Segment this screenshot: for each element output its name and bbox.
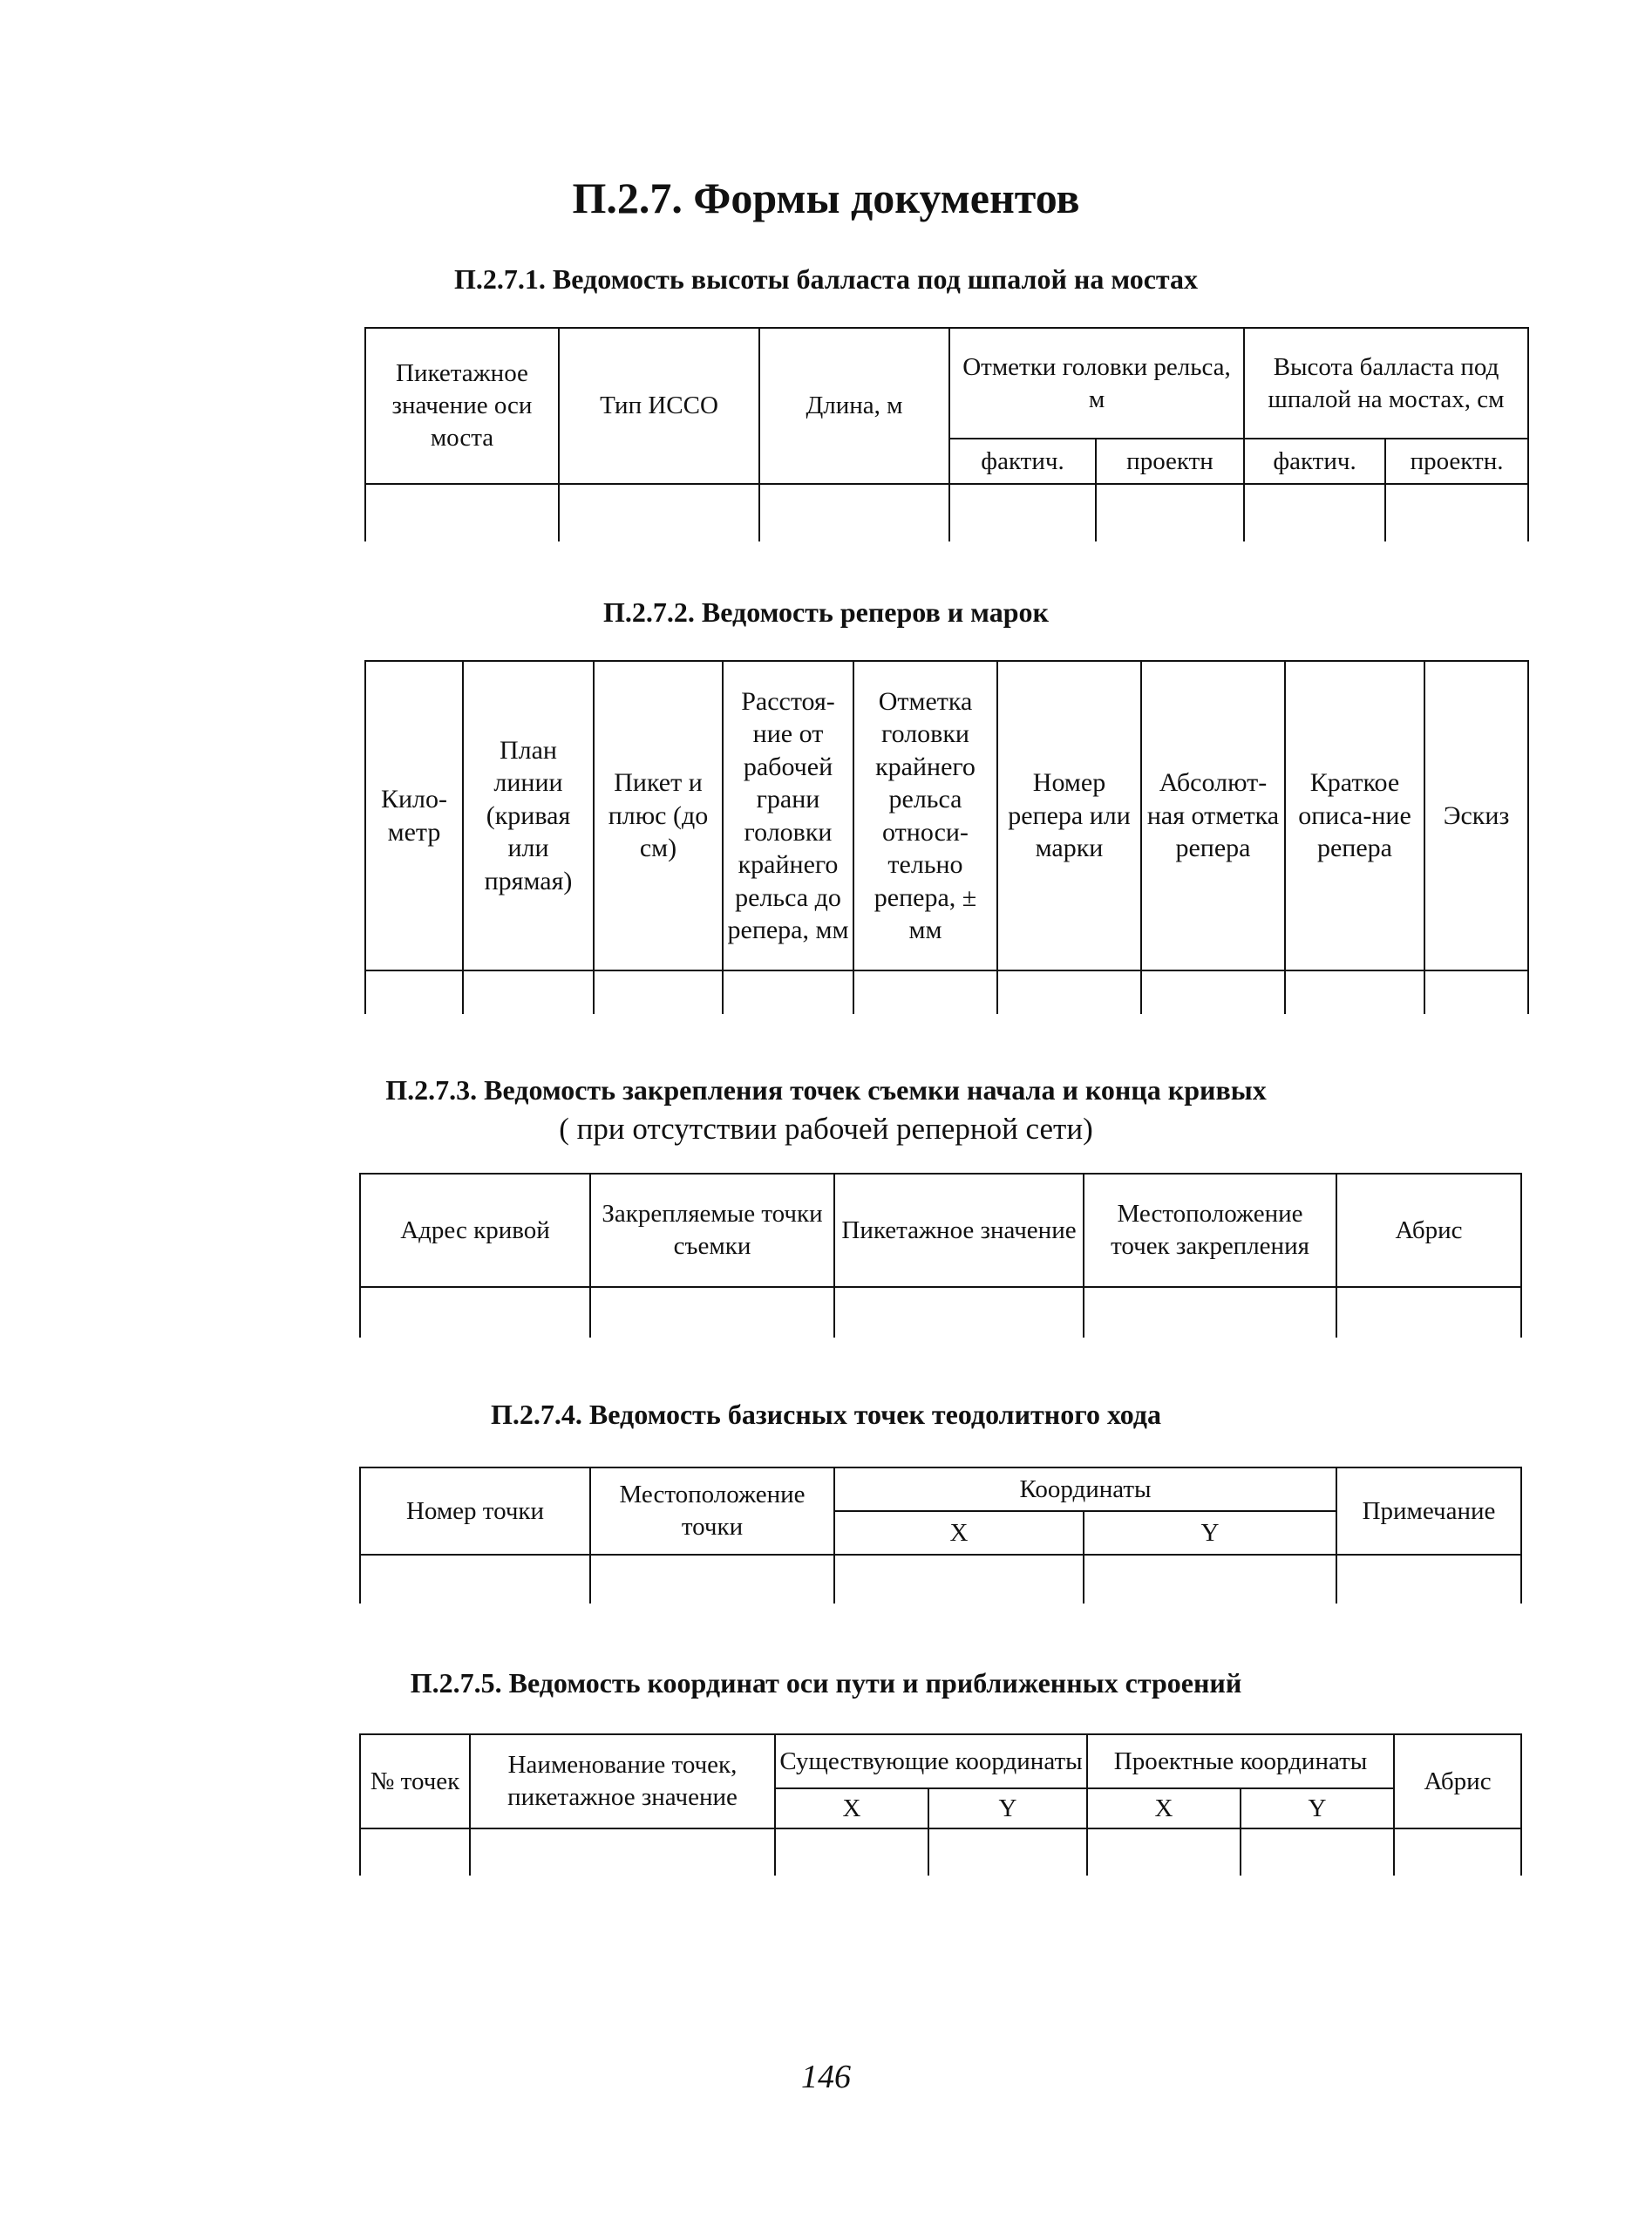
section-title-track-axis-coordinates: П.2.7.5. Ведомость координат оси пути и приближенных строений [410, 1667, 1242, 1699]
header-length: Длина, м [759, 328, 949, 484]
header-picket-plus: Пикет и плюс (до см) [594, 661, 723, 970]
track-axis-coordinates-table [359, 1733, 1522, 1876]
header-description: Краткое описа-ние репера [1285, 661, 1424, 970]
header-abris: Абрис [1394, 1734, 1521, 1828]
header-picket-value: Пикетажное значение оси моста [365, 328, 559, 484]
page-number: 146 [801, 2059, 851, 2095]
header-design-coordinates: Проектные координаты [1087, 1734, 1394, 1788]
base-points-table [359, 1467, 1522, 1604]
subheader-actual-ballast: фактич. [1244, 439, 1385, 484]
table-row [365, 970, 1528, 1014]
subheader-design-x: X [1087, 1788, 1241, 1828]
header-absolute-mark: Абсолют-ная отметка репера [1141, 661, 1285, 970]
subheader-x: X [834, 1511, 1084, 1555]
header-point-location: Местоположение точки [590, 1467, 834, 1555]
section-title-benchmarks: П.2.7.2. Ведомость реперов и марок [603, 596, 1049, 628]
header-point-name: Наименование точек, пикетажное значение [470, 1734, 775, 1828]
header-curve-address: Адрес кривой [360, 1174, 590, 1287]
table-row [365, 484, 1528, 541]
section-subtitle-curve-fixing: ( при отсутствии рабочей реперной сети) [559, 1112, 1093, 1146]
header-kilometer: Кило-метр [365, 661, 463, 970]
section-title-base-points: П.2.7.4. Ведомость базисных точек теодолитного хода [491, 1399, 1161, 1430]
subheader-existing-y: Y [928, 1788, 1087, 1828]
ballast-height-table [364, 327, 1529, 541]
benchmarks-table [364, 660, 1529, 1014]
header-fixing-location: Местоположение точек закрепления [1084, 1174, 1336, 1287]
subheader-design-y: Y [1241, 1788, 1394, 1828]
header-existing-coordinates: Существующие координаты [775, 1734, 1087, 1788]
header-line-plan: План линии (кривая или прямая) [463, 661, 594, 970]
header-isso-type: Тип ИССО [559, 328, 759, 484]
header-note: Примечание [1336, 1467, 1521, 1555]
table-row [360, 1287, 1521, 1338]
header-point-number: Номер точки [360, 1467, 590, 1555]
header-point-number: № точек [360, 1734, 470, 1828]
header-abris: Абрис [1336, 1174, 1521, 1287]
table-row [360, 1828, 1521, 1876]
subheader-design-ballast: проектн. [1385, 439, 1528, 484]
table-row [360, 1555, 1521, 1604]
header-rail-head-marks: Отметки головки рельса, м [949, 328, 1244, 439]
header-ballast-height: Высота балласта под шпалой на мостах, см [1244, 328, 1528, 439]
header-benchmark-number: Номер репера или марки [997, 661, 1141, 970]
subheader-y: Y [1084, 1511, 1336, 1555]
header-coordinates: Координаты [834, 1467, 1336, 1511]
subheader-actual-rail: фактич. [949, 439, 1096, 484]
header-rail-mark: Отметка головки крайнего рельса относи-тельно репера, ± мм [853, 661, 997, 970]
section-title-curve-fixing: П.2.7.3. Ведомость закрепления точек съемки начала и конца кривых [385, 1074, 1267, 1106]
header-distance: Расстоя-ние от рабочей грани головки крайнего рельса до репера, мм [723, 661, 853, 970]
subheader-design-rail: проектн [1096, 439, 1244, 484]
curve-fixing-table [359, 1173, 1522, 1338]
header-fixed-points: Закрепляемые точки съемки [590, 1174, 834, 1287]
section-title-ballast-height: П.2.7.1. Ведомость высоты балласта под шпалой на мостах [453, 263, 1198, 295]
subheader-existing-x: X [775, 1788, 928, 1828]
header-sketch: Эскиз [1424, 661, 1528, 970]
header-picket-value: Пикетажное значение [834, 1174, 1084, 1287]
page-title: П.2.7. Формы документов [572, 174, 1080, 222]
